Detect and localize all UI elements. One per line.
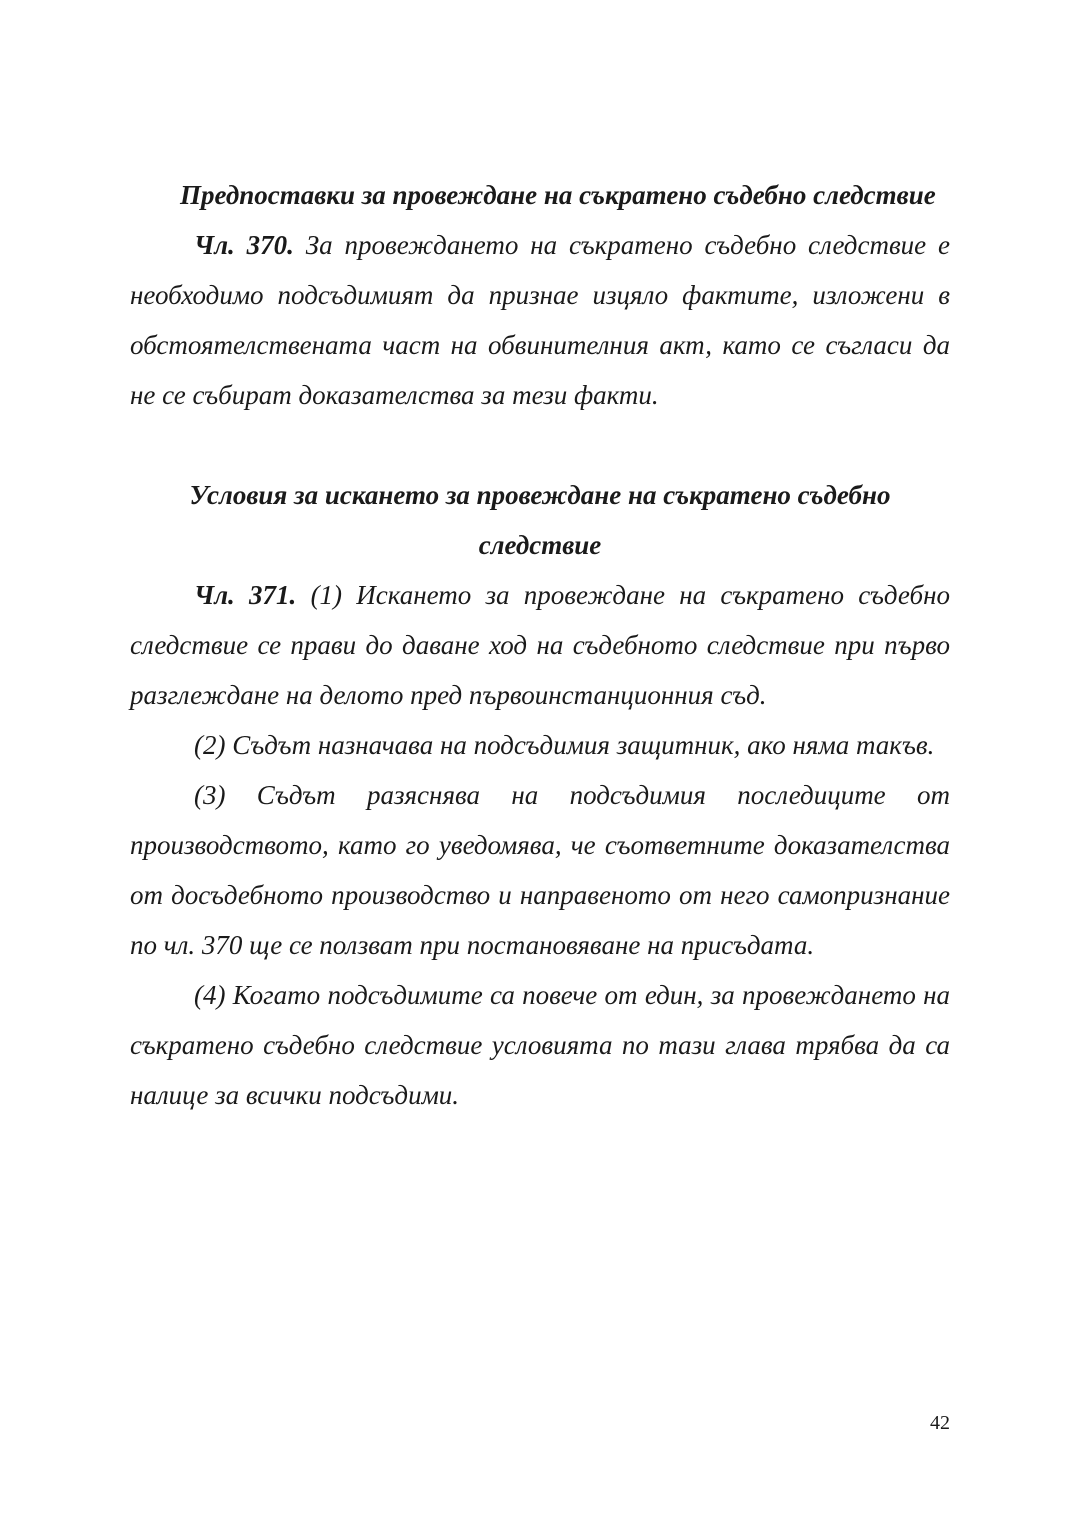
section-heading-conditions-line1: Условия за искането за провеждане на съкратено съдебно	[189, 480, 891, 510]
article-371-label: Чл. 371.	[194, 580, 297, 610]
article-371-paragraph-2: (2) Съдът назначава на подсъдимия защитник, ако няма такъв.	[194, 730, 935, 760]
article-370	[130, 220, 950, 420]
section-heading-conditions	[130, 470, 950, 570]
article-371-paragraph-1-text: (1) Искането за провеждане на съкратено съдебно следствие се прави до даване ход на съдебното следствие при първо разглеждане на делото пред първоинстанционния съд.	[130, 580, 950, 710]
document-body	[130, 170, 950, 1120]
page-number: 42	[930, 1412, 950, 1434]
article-371-paragraph-4: (4) Когато подсъдимите са повече от един, за провеждането на съкратено съдебно следствие условията по тази глава трябва да са налице за всички подсъдими.	[130, 980, 950, 1110]
article-371-paragraph-1	[130, 570, 950, 720]
section-heading-conditions-line2: следствие	[478, 530, 602, 560]
article-370-label: Чл. 370.	[194, 230, 294, 260]
section-heading-prerequisites: Предпоставки за провеждане на съкратено съдебно следствие	[180, 180, 936, 210]
article-370-text: За провеждането на съкратено съдебно следствие е необходимо подсъдимият да признае изцяло фактите, изложени в обстоятелствената част на обвинителния акт, като се съгласи да не се събират доказателства за тези факти.	[130, 230, 950, 410]
article-371-paragraph-3: (3) Съдът разяснява на подсъдимия последиците от производството, като го уведомява, че съответните доказателства от досъдебното производство и направеното от него самопризнание по чл. 370 ще се ползват при постановяване на присъдата.	[130, 780, 950, 960]
